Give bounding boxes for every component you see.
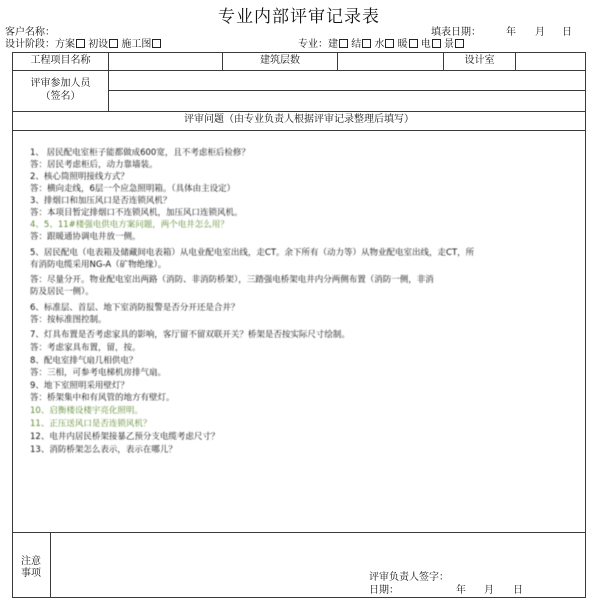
notes-field[interactable] [52,534,352,572]
list-item: 答：三相，可参考电梯机房排气扇。 [30,368,167,378]
list-item: 答：跟暖通协调电井放一侧。 [30,232,141,242]
list-item: 7、灯具布置是否考虑家具的影响，客厅留不留双联开关？桥架是否按实际尺寸绘制。 [30,330,350,340]
list-item: 答：考虑家具布置，留，按。 [30,343,141,353]
list-item: 答：居民考虑柜后，动力靠墙装。 [30,160,158,170]
fill-date-month: 月 [535,27,545,38]
notes-label-2: 事项 [21,568,41,579]
sign-date-year: 年 [456,585,466,596]
discipline-checkbox-electrical[interactable] [432,39,441,48]
design-room-label: 设计室 [464,55,495,66]
sign-date-month: 月 [484,585,494,596]
list-item: 1、 居民配电室柜子能都做成600宽，且不考虑柜后检修？ [30,148,250,158]
list-item: 11、正压送风口是否连锁风机？ [30,419,152,429]
list-item: 4、5、11#楼强电供电方案问题，两个电井怎么用？ [30,220,229,230]
discipline-option-landscape[interactable]: 景 [444,39,464,50]
design-stage-row [5,39,161,51]
participants-signature-field-1[interactable] [109,72,584,89]
list-item: 3、排烟口和加压风口是否连锁风机？ [30,196,172,206]
project-name-field[interactable] [109,53,221,69]
sign-date-day: 日 [513,585,523,596]
floors-field[interactable] [338,53,442,69]
discipline-option-electrical[interactable]: 电 [421,39,441,50]
list-item: 9、地下室照明采用壁灯？ [30,381,129,391]
discipline-checkbox-landscape[interactable] [455,39,464,48]
project-name-label: 工程项目名称 [30,55,91,66]
list-item: 答：尽量分开。物业配电室出两路（消防、非消防桥架），三踏强电桥架电井内分两侧布置（消防一侧，非消 [30,275,434,285]
fill-date-label: 填表日期： [431,27,481,38]
list-item: 答：按标准图控制。 [30,315,107,325]
client-label: 客户名称： [5,27,55,38]
signer-label: 评审负责人签字： [369,572,449,583]
discipline-option-hvac[interactable]: 暖 [398,39,418,50]
stage-checkbox-construction[interactable] [152,39,161,48]
issues-header: 评审问题（由专业负责人根据评审记录整理后填写） [184,114,414,125]
fill-date-year: 年 [506,27,516,38]
participants-signature-field-2[interactable] [109,92,584,109]
list-item: 2、核心筒照明接线方式？ [30,172,129,182]
participants-label: 评审参加人员 [30,78,91,89]
page-title: 专业内部评审记录表 [218,7,380,27]
list-item: 8、配电室排气扇几相供电？ [30,356,138,366]
design-stage-label: 设计阶段： [5,39,55,50]
list-item: 10、启衡楼设楼宇亮化照明。 [30,406,143,416]
notes-label: 注意 [21,556,41,567]
list-item: 答：横向走线，6层一个应急照明箱。（具体由主设定） [30,184,236,194]
stage-option-preliminary[interactable]: 初设 [88,39,118,50]
stage-checkbox-preliminary[interactable] [109,39,118,48]
list-item: 12、电井内居民桥架接暴乙预分支电缆考虑尺寸？ [30,432,220,442]
list-item: 13、消防桥架怎么表示，表示在哪儿？ [30,445,177,455]
discipline-checkbox-hvac[interactable] [409,39,418,48]
signer-field[interactable] [458,570,578,584]
discipline-option-architecture[interactable]: 建 [328,39,348,50]
discipline-checkbox-water[interactable] [385,39,394,48]
discipline-label: 专业： [298,39,328,50]
list-item: 有消防电缆采用NG-A（矿物绝缘）。 [30,260,167,270]
list-item: 答：桥架集中和有风管的地方有壁灯。 [30,393,175,403]
stage-option-scheme[interactable]: 方案 [55,39,85,50]
fill-date-day: 日 [562,27,572,38]
list-item: 答：本项目暂定排烟口不连锁风机，加压风口连锁风机。 [30,208,243,218]
list-item: 防及居民一侧）。 [30,287,94,297]
stage-option-construction[interactable]: 施工图 [121,39,161,50]
list-item: 5、居民配电（电表箱及储藏间电表箱）从电业配电室出线，走CT。余下所有（动力等）从物业配电室出线，走CT，所 [30,248,475,258]
discipline-row [298,39,464,51]
discipline-checkbox-architecture[interactable] [339,39,348,48]
discipline-checkbox-structure[interactable] [362,39,371,48]
list-item: 6、标准层、首层、地下室消防报警是否分开还是合并？ [30,303,240,313]
discipline-option-water[interactable]: 水 [374,39,394,50]
design-room-field[interactable] [516,53,584,69]
participants-sign-hint: （签名） [40,91,81,102]
sign-date-label: 日期： [369,585,399,596]
floors-label: 建筑层数 [260,55,300,66]
stage-checkbox-scheme[interactable] [76,39,85,48]
discipline-option-structure[interactable]: 结 [351,39,371,50]
